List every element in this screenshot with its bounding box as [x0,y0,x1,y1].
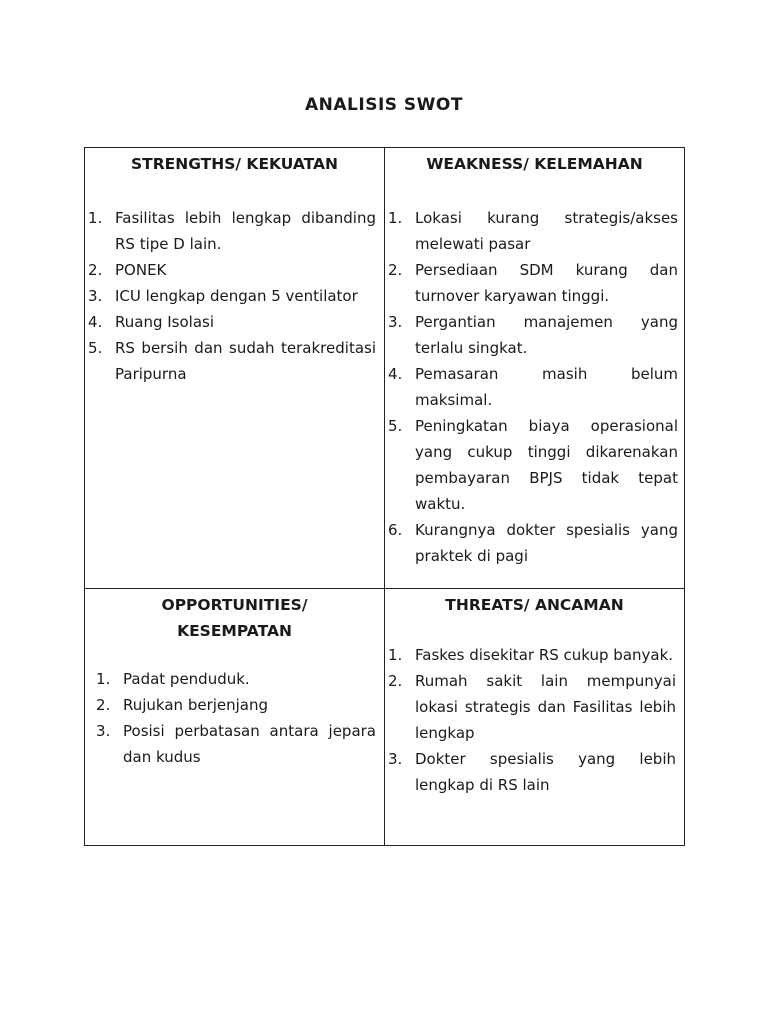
item-number: 3. [88,287,103,305]
item-number: 1. [388,209,403,227]
item-number: 2. [388,672,403,690]
item-text: Faskes disekitar RS cukup banyak. [415,646,674,664]
item-text: Pergantian manajemen yang terlalu singkat. [415,313,678,357]
list-item [385,746,684,798]
list-item [85,309,384,335]
list-item [85,257,384,283]
list-item [385,517,684,569]
item-number: 5. [388,417,403,435]
item-text: Fasilitas lebih lengkap dibanding RS tipe D lain. [115,209,376,253]
item-number: 2. [388,261,403,279]
item-text: ICU lengkap dengan 5 ventilator [115,287,358,305]
item-text: Rujukan berjenjang [123,696,269,714]
threats-cell [385,589,684,845]
item-number: 5. [88,339,103,357]
weakness-cell [385,148,684,589]
item-text: Pemasaran masih belum maksimal. [415,365,678,409]
list-item [85,205,384,257]
item-text: Dokter spesialis yang lebih lengkap di RS lain [415,750,676,794]
item-text: Posisi perbatasan antara jepara dan kudus [123,722,376,766]
list-item [93,692,384,718]
item-text: Ruang Isolasi [115,313,215,331]
list-item [85,335,384,387]
list-item [385,361,684,413]
strengths-cell [85,148,385,589]
threats-heading: THREATS/ ANCAMAN [445,596,624,614]
item-text: PONEK [115,261,167,279]
item-text: Kurangnya dokter spesialis yang praktek di pagi [415,521,678,565]
item-text: Rumah sakit lain mempunyai lokasi strategis dan Fasilitas lebih lengkap [415,672,676,742]
item-number: 1. [88,209,103,227]
opportunities-heading [85,592,384,644]
opportunities-cell [85,589,385,845]
item-number: 3. [96,722,111,740]
list-item [93,666,384,692]
strengths-list [85,205,384,387]
list-item [385,205,684,257]
item-text: RS bersih dan sudah terakreditasi Paripurna [115,339,376,383]
item-text: Padat penduduk. [123,670,250,688]
opportunities-heading-line2: KESEMPATAN [177,622,292,640]
opportunities-heading-line1: OPPORTUNITIES/ [161,596,308,614]
item-number: 4. [88,313,103,331]
item-text: Peningkatan biaya operasional yang cukup tinggi dikarenakan pembayaran BPJS tidak tepat waktu. [415,417,678,513]
item-number: 3. [388,313,403,331]
weakness-list [385,205,684,569]
page-title: ANALISIS SWOT [305,95,463,115]
item-number: 3. [388,750,403,768]
item-text: Persediaan SDM kurang dan turnover karyawan tinggi. [415,261,678,305]
list-item [385,257,684,309]
item-number: 1. [96,670,111,688]
list-item [385,413,684,517]
list-item [85,283,384,309]
item-number: 2. [88,261,103,279]
item-number: 1. [388,646,403,664]
opportunities-list [85,666,384,770]
list-item [385,668,684,746]
list-item [385,642,684,668]
item-number: 6. [388,521,403,539]
item-number: 2. [96,696,111,714]
threats-list [385,642,684,798]
item-number: 4. [388,365,403,383]
list-item [93,718,384,770]
list-item [385,309,684,361]
item-text: Lokasi kurang strategis/akses melewati pasar [415,209,678,253]
swot-table [84,147,685,846]
strengths-heading: STRENGTHS/ KEKUATAN [130,155,339,173]
weakness-heading: WEAKNESS/ KELEMAHAN [426,155,643,173]
